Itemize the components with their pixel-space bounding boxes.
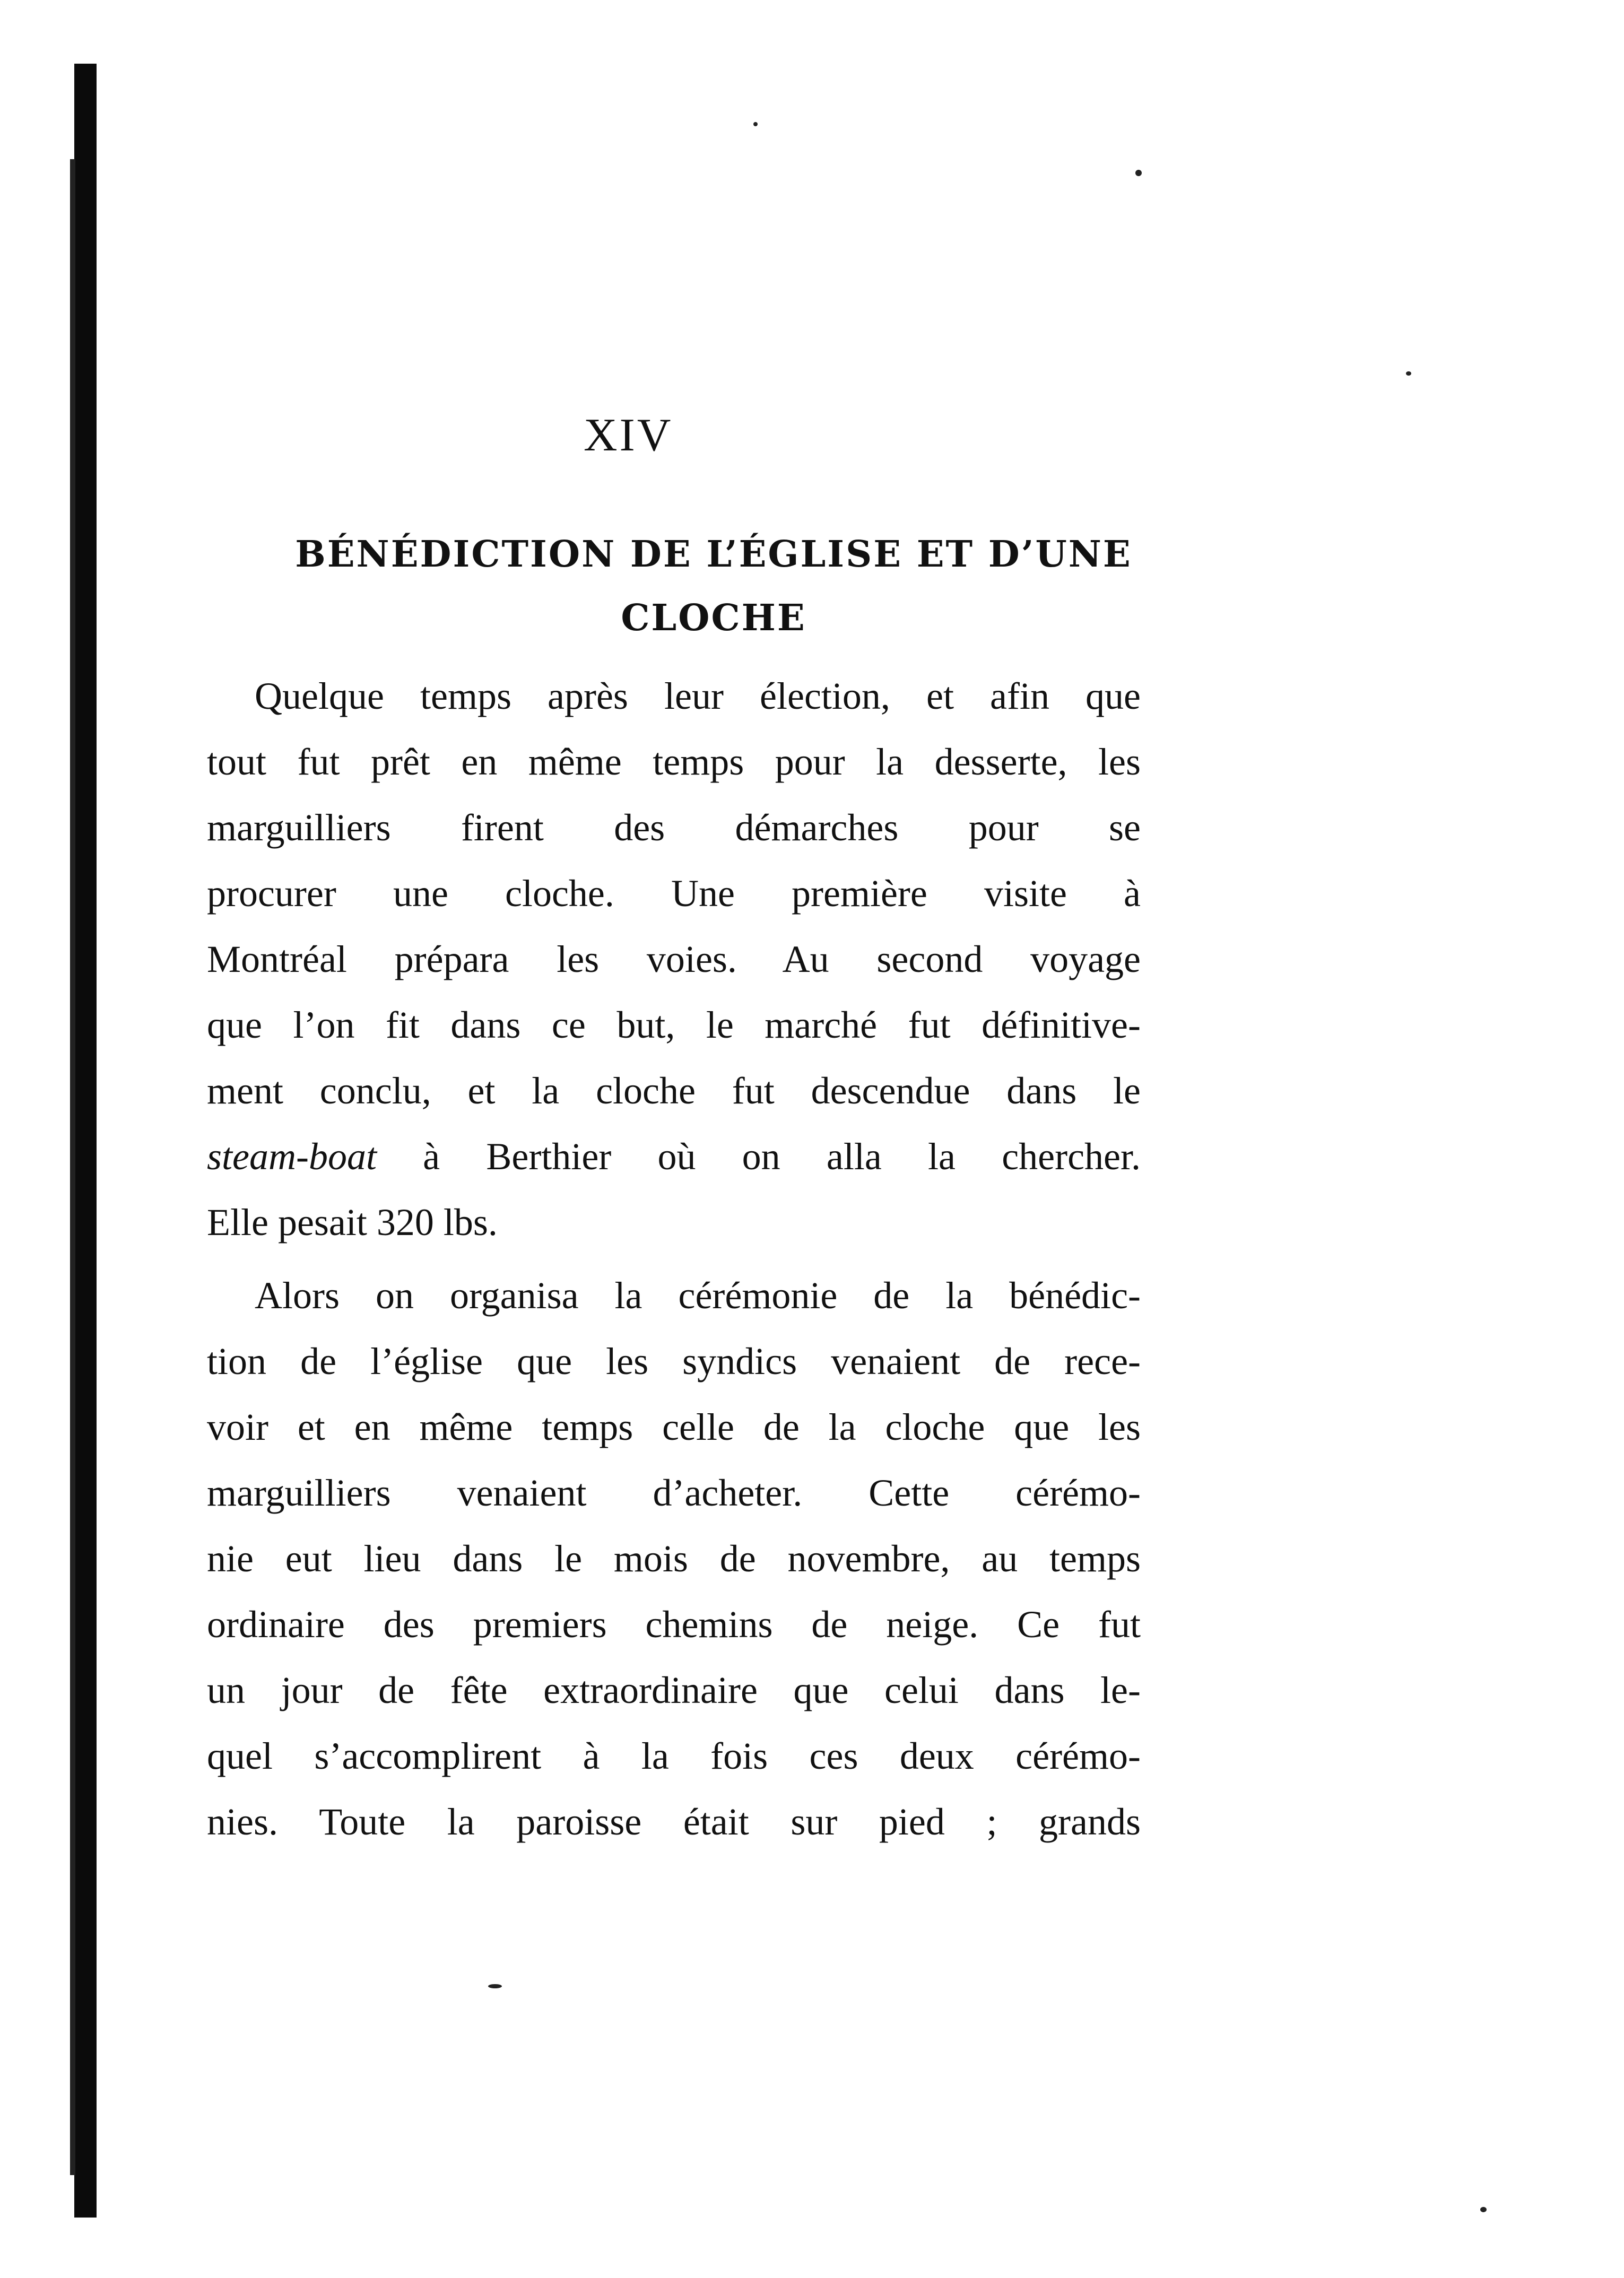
- text-line: un jour de fête extraordinaire que celui dans le-: [207, 1669, 1141, 1711]
- text-line: voir et en même temps celle de la cloche que les: [207, 1406, 1141, 1448]
- text-line: nie eut lieu dans le mois de novembre, au temps: [207, 1537, 1141, 1580]
- text-line: tion de l’église que les syndics venaient de rece-: [207, 1340, 1141, 1383]
- scan-speck: [488, 1984, 502, 1988]
- text-line-rest: à Berthier où on alla la chercher.: [376, 1135, 1141, 1178]
- scan-speck: [753, 122, 758, 126]
- text-line: tout fut prêt en même temps pour la desserte, les: [207, 741, 1141, 783]
- text-line: marguilliers venaient d’acheter. Cette cérémo-: [207, 1472, 1141, 1514]
- text-line: Montréal prépara les voies. Au second voyage: [207, 938, 1141, 980]
- chapter-title-line-2: CLOCHE: [621, 597, 806, 639]
- text-line: ment conclu, et la cloche fut descendue dans le: [207, 1070, 1141, 1112]
- binding-edge-shadow: [70, 159, 75, 2175]
- text-line: Quelque temps après leur élection, et afin que: [255, 675, 1141, 717]
- text-line: que l’on fit dans ce but, le marché fut définitive-: [207, 1004, 1141, 1046]
- paragraph-1: [207, 663, 1141, 1255]
- text-line: ordinaire des premiers chemins de neige. Ce fut: [207, 1603, 1141, 1646]
- binding-edge: [74, 64, 97, 2218]
- body-text: [207, 663, 1141, 1855]
- scan-speck: [1406, 371, 1411, 376]
- text-line: Alors on organisa la cérémonie de la bénédic-: [255, 1274, 1141, 1317]
- text-line: quel s’accomplirent à la fois ces deux cérémo-: [207, 1735, 1141, 1777]
- text-line: Elle pesait 320 lbs.: [207, 1201, 498, 1244]
- chapter-number: XIV: [584, 410, 673, 461]
- text-line: [207, 1124, 1141, 1189]
- scan-speck: [1480, 2207, 1487, 2212]
- chapter-title-line-1: BÉNÉDICTION DE L’ÉGLISE ET D’UNE: [295, 533, 1132, 576]
- text-line: procurer une cloche. Une première visite à: [207, 872, 1141, 915]
- text-line: marguilliers firent des démarches pour se: [207, 806, 1141, 849]
- italic-term: steam-boat: [207, 1135, 377, 1178]
- scan-speck: [1135, 170, 1142, 176]
- text-line: nies. Toute la paroisse était sur pied ; grands: [207, 1801, 1141, 1843]
- paragraph-2: [207, 1263, 1141, 1855]
- chapter-title: [202, 523, 1226, 650]
